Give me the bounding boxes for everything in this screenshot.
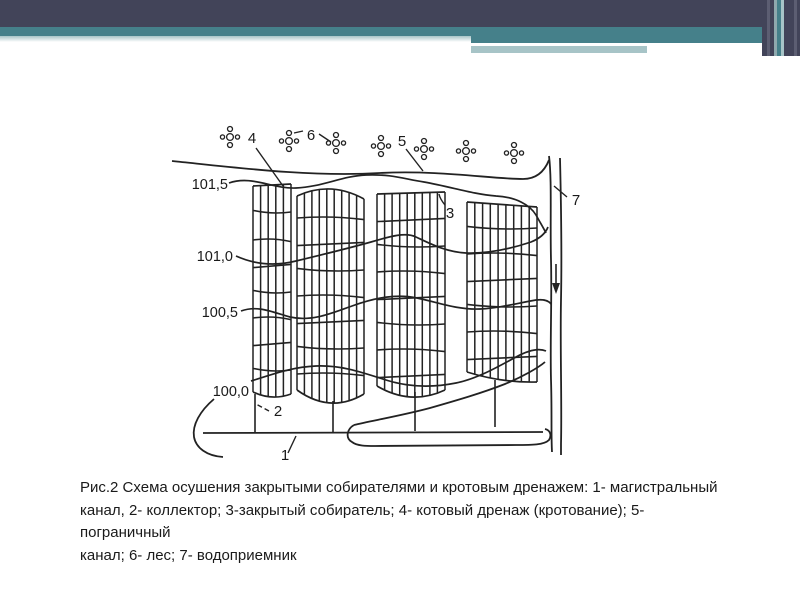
water-receiver-line-left xyxy=(549,156,552,452)
header-fade-strip xyxy=(0,36,471,42)
header-teal-bar xyxy=(0,27,800,36)
caption-line-3: канал; 6- лес; 7- водоприемник xyxy=(80,546,297,564)
contour-label-100-0: 100,0 xyxy=(212,384,249,400)
callout-2: 2 xyxy=(273,403,283,420)
header-dark-bar xyxy=(0,0,800,27)
channel-loop-top xyxy=(354,362,545,425)
caption-line-1: Рис.2 Схема осушения закрытыми собирателями и кротовым дренажем: 1- магистральный xyxy=(80,479,718,496)
contour-label-100-5: 100,5 xyxy=(201,305,238,321)
flow-arrow xyxy=(552,264,560,294)
water-receiver-line-right xyxy=(560,158,561,455)
channel-loop-body xyxy=(348,425,551,446)
main-channel-line xyxy=(203,432,543,433)
channel-left-hook xyxy=(194,399,223,457)
callout-4: 4 xyxy=(247,130,257,147)
callout-1: 1 xyxy=(280,447,290,464)
callout-3: 3 xyxy=(445,205,455,222)
drainage-scheme-figure xyxy=(160,95,600,475)
contour-label-101-0: 101,0 xyxy=(196,249,233,265)
contour-label-101-5: 101,5 xyxy=(191,177,228,193)
callout-6: 6 xyxy=(306,127,316,144)
callout-7: 7 xyxy=(571,192,581,209)
header-corner-stripes xyxy=(762,0,800,56)
forest-symbols xyxy=(220,127,523,164)
drainage-strips xyxy=(253,184,537,403)
caption-line-2: канал, 2- коллектор; 3-закрытый собиратель; 4- котовый дренаж (кротование); 5- пограничный xyxy=(80,501,645,541)
figure-caption xyxy=(80,477,728,567)
header-light-teal-block xyxy=(471,46,647,53)
header-teal-extension xyxy=(471,36,800,43)
callout-5: 5 xyxy=(397,133,407,150)
